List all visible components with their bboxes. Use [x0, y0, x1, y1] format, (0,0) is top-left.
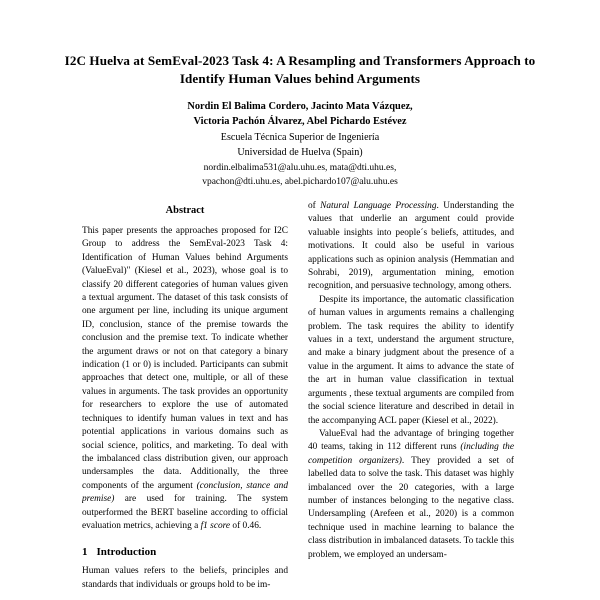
section-title: Introduction — [96, 546, 157, 559]
author-list — [64, 99, 536, 129]
abstract-text-part-1: This paper presents the approaches proposed for I2C Group to address the SemEval-2023 Task 4: Identification of Human Values behind Arguments (ValueEval)" (Kiesel et al., 2023), whose goal is to classify 20 different categories of human values given a textual argument. The dataset of this task consists of one argument per line, including its unique argument ID, conclusion, stance of the premise towards the conclusion and the premise text. To indicate whether the argument draws or not on that category a binary indication (1 or 0) is included. Participants can submit approaches that detect one, multiple, or all of these values in arguments. The task provides an opportunity for researchers to explore the use of automated techniques to identify human values in text and has potential applications in various domains such as social science, politics, and marketing. To deal with the imbalanced class distribution given, our approach undersamples the data. Additionally, the three components of the argument — [82, 226, 288, 491]
abstract-italic-components: (conclusion, stance and premise) — [82, 480, 288, 505]
email-block — [64, 162, 536, 190]
affiliation-line: Universidad de Huelva (Spain) — [237, 146, 363, 158]
email-line: vpachon@dti.uhu.es, abel.pichardo107@alu.uhu.es — [202, 176, 398, 187]
right-column — [308, 200, 514, 600]
body-columns — [0, 200, 600, 600]
title-block — [0, 0, 600, 189]
paragraph-1-prefix: of — [308, 201, 321, 211]
affiliation-line: Escuela Técnica Superior de Ingeniería — [220, 132, 380, 144]
abstract-text-part-2: are used for training. The system outperformed the BERT baseline according to official evaluation metrics, achieving a — [82, 494, 288, 531]
abstract-italic-f1score: f1 score — [200, 520, 231, 531]
introduction-paragraph: Human values refers to the beliefs, principles and standards that individuals or groups hold to be im- — [82, 566, 288, 590]
page-title: I2C Huelva at SemEval-2023 Task 4: A Resampling and Transformers Approach to Identify Human Values behind Arguments — [64, 53, 536, 87]
right-paragraph-3 — [308, 428, 514, 562]
introduction-heading — [82, 546, 288, 558]
paragraph-3-italic-organizers: (including the competition organizers) — [308, 442, 514, 466]
author-line: Nordin El Balima Cordero, Jacinto Mata Vázquez, — [187, 101, 413, 113]
abstract-paragraph — [82, 225, 288, 533]
abstract-heading: Abstract — [165, 205, 205, 216]
abstract-text-part-3: of 0.46. — [230, 520, 262, 531]
section-number: 1 — [82, 546, 88, 559]
paragraph-3-prefix: ValueEval had the advantage of bringing together 40 teams, taking in 112 different runs — [308, 428, 514, 453]
email-line: nordin.elbalima531@alu.uhu.es, mata@dti.uhu.es, — [203, 162, 397, 173]
right-paragraph-1 — [308, 200, 514, 294]
paragraph-1-rest: . Understanding the values that underlie an argument could provide valuable insights into people´s beliefs, attitudes, and motivations. It could also be useful in various applications such as opinion analysis (Hemmatian and Sohrabi, 2019), argumentation mining, emotion recognition, and persuasive technology, among others. — [308, 201, 514, 292]
right-paragraph-2: Despite its importance, the automatic classification of human values in arguments remains a challenging problem. The task requires the ability to identify values in a text, understand the argument structure, and make a binary judgment about the presence of a value in the argument. It aims to advance the state of the art in human value classification in textual arguments , these textual arguments are compiled from the social science literature and described in detail in the accompanying ACL paper (Kiesel et al., 2022). — [308, 294, 514, 426]
affiliation-block — [64, 131, 536, 160]
paragraph-1-italic-nlp: Natural Language Processing — [320, 201, 437, 211]
author-line: Victoria Pachón Álvarez, Abel Pichardo Estévez — [193, 116, 407, 128]
paragraph-3-rest: . They provided a set of labelled data to solve the task. This dataset was highly imbalanced over the 20 categories, with a large number of instances belonging to the negative class. Undersampling (Arefeen et al., 2020) is a common technique used in machine learning to balance the class distribution in imbalanced datasets. To tackle this problem, we employed an undersam- — [308, 455, 514, 560]
left-column — [82, 200, 288, 600]
